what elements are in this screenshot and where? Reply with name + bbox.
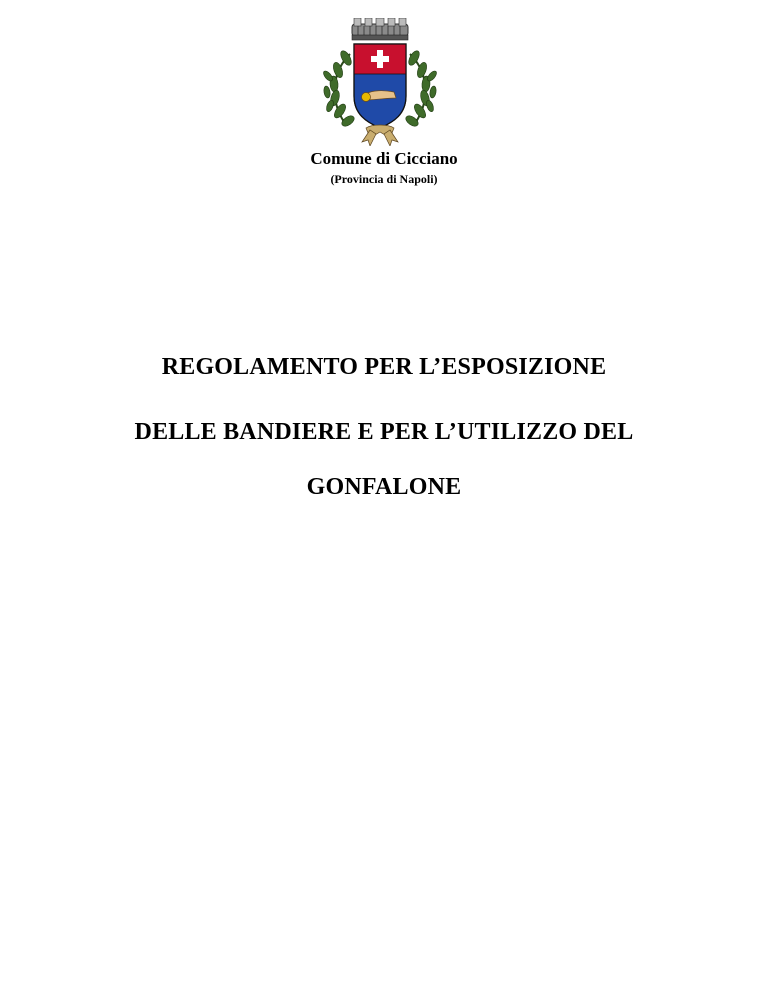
shield-icon bbox=[354, 44, 406, 128]
crown-icon bbox=[352, 18, 408, 40]
municipality-name: Comune di Cicciano bbox=[310, 149, 458, 168]
coat-of-arms-icon bbox=[314, 18, 446, 146]
document-title-line-2: DELLE BANDIERE E PER L’UTILIZZO DEL bbox=[134, 419, 634, 445]
wreath-left-icon bbox=[322, 49, 356, 128]
province-name: (Provincia di Napoli) bbox=[330, 172, 438, 186]
ribbon-icon bbox=[362, 125, 398, 146]
document-title-line-3: GONFALONE bbox=[306, 474, 462, 500]
wreath-right-icon bbox=[404, 49, 438, 128]
document-title-line-1: REGOLAMENTO PER L’ESPOSIZIONE bbox=[161, 354, 607, 380]
